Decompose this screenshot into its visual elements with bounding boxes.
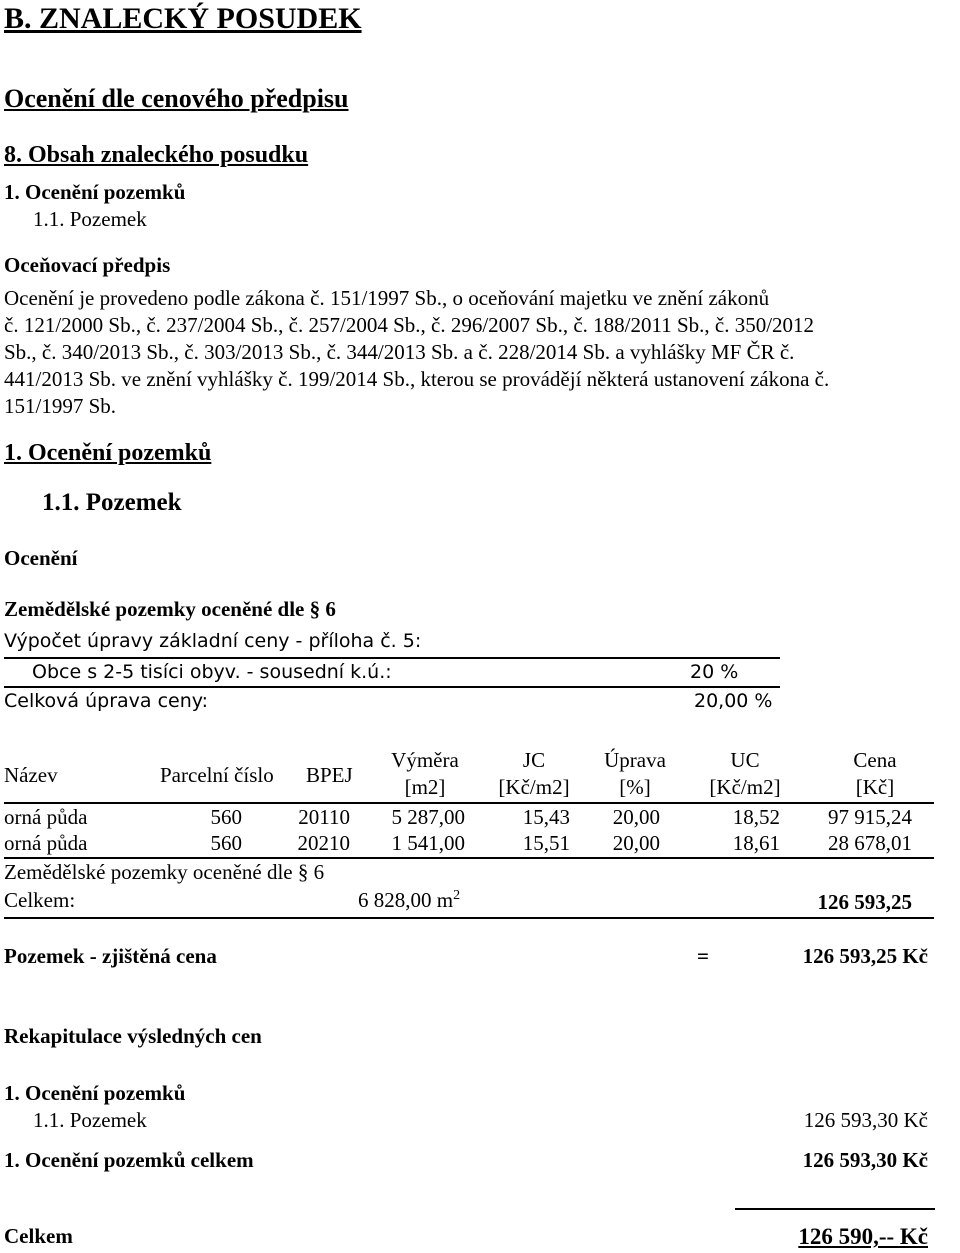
cell-uc: 18,61 — [732, 831, 780, 855]
regulation-line: 151/1997 Sb. — [4, 394, 117, 418]
divider — [4, 857, 934, 859]
col-header-bpej: BPEJ — [306, 763, 353, 787]
divider — [4, 686, 780, 688]
toc-item-1-1: 1.1. Pozemek — [33, 207, 147, 231]
recap-item-label: 1.1. Pozemek — [33, 1108, 147, 1132]
cell-uc: 18,52 — [732, 805, 780, 829]
col-header-parcel: Parcelní číslo — [160, 763, 274, 787]
result-label: Pozemek - zjištěná cena — [4, 944, 217, 968]
toc-item-1: 1. Ocenění pozemků — [4, 180, 186, 204]
table-total-price: 126 593,25 — [817, 890, 912, 914]
recap-group: 1. Ocenění pozemků — [4, 1081, 186, 1105]
land-heading: Zemědělské pozemky oceněné dle § 6 — [4, 597, 336, 621]
divider — [4, 917, 934, 919]
valuation-subtitle: Ocenění dle cenového předpisu — [4, 84, 349, 113]
cell-area: 1 541,00 — [391, 831, 465, 855]
regulation-line: č. 121/2000 Sb., č. 237/2004 Sb., č. 257/2004 Sb., č. 296/2007 Sb., č. 188/2011 Sb., č. 350/2012 — [4, 313, 815, 337]
col-header-uc-unit: [Kč/m2] — [709, 775, 781, 799]
col-header-cena: Cena — [853, 748, 897, 772]
cell-jc: 15,43 — [522, 805, 570, 829]
cell-parcel: 560 — [210, 831, 242, 855]
col-header-area: Výměra — [391, 748, 459, 772]
cell-uprava: 20,00 — [612, 831, 660, 855]
col-header-uc: UC — [730, 748, 760, 772]
adjustment-title: Výpočet úpravy základní ceny - příloha č. 5: — [4, 630, 422, 652]
cell-cena: 28 678,01 — [828, 831, 912, 855]
recap-subtotal-value: 126 593,30 Kč — [802, 1148, 928, 1172]
divider — [4, 802, 934, 804]
col-header-uprava: Úprava — [604, 748, 666, 772]
adjustment-total-label: Celková úprava ceny: — [4, 690, 209, 712]
recap-total-label: Celkem — [4, 1224, 73, 1248]
recap-heading: Rekapitulace výsledných cen — [4, 1024, 262, 1048]
cell-parcel: 560 — [210, 805, 242, 829]
result-value: 126 593,25 Kč — [802, 944, 928, 968]
section-title: B. ZNALECKÝ POSUDEK — [4, 2, 362, 35]
cell-uprava: 20,00 — [612, 805, 660, 829]
col-header-cena-unit: [Kč] — [855, 775, 895, 799]
cell-jc: 15,51 — [522, 831, 570, 855]
divider — [4, 657, 780, 659]
adjustment-total-value: 20,00 % — [694, 690, 773, 712]
col-header-name: Název — [4, 763, 58, 787]
col-header-jc-unit: [Kč/m2] — [498, 775, 570, 799]
adjustment-item-value: 20 % — [690, 661, 739, 683]
adjustment-item-label: Obce s 2-5 tisíci obyv. - sousední k.ú.: — [32, 661, 392, 683]
table-summary-label: Zemědělské pozemky oceněné dle § 6 — [4, 860, 325, 884]
cell-name: orná půda — [4, 831, 88, 855]
recap-subtotal-label: 1. Ocenění pozemků celkem — [4, 1148, 254, 1172]
cell-bpej: 20110 — [298, 805, 350, 829]
regulation-heading: Oceňovací předpis — [4, 253, 171, 277]
regulation-line: 441/2013 Sb. ve znění vyhlášky č. 199/2014 Sb., kterou se provádějí některá ustanovení zákona č. — [4, 367, 830, 391]
recap-total-value: 126 590,-- Kč — [798, 1224, 928, 1249]
divider — [735, 1208, 935, 1210]
content-title: 8. Obsah znaleckého posudku — [4, 142, 309, 168]
cell-area: 5 287,00 — [391, 805, 465, 829]
col-header-uprava-unit: [%] — [619, 775, 651, 799]
regulation-line: Sb., č. 340/2013 Sb., č. 303/2013 Sb., č. 344/2013 Sb. a č. 228/2014 Sb. a vyhlášky MF ČR č. — [4, 340, 795, 364]
table-total-label: Celkem: — [4, 888, 76, 912]
cell-bpej: 20210 — [297, 831, 350, 855]
section-heading: 1. Ocenění pozemků — [4, 440, 212, 466]
result-equals: = — [697, 944, 709, 968]
col-header-area-unit: [m2] — [404, 775, 446, 799]
recap-item-value: 126 593,30 Kč — [803, 1108, 928, 1132]
cell-name: orná půda — [4, 805, 88, 829]
col-header-jc: JC — [522, 748, 546, 772]
valuation-label: Ocenění — [4, 546, 78, 570]
cell-cena: 97 915,24 — [828, 805, 912, 829]
regulation-line: Ocenění je provedeno podle zákona č. 151/1997 Sb., o oceňování majetku ve znění zákonů — [4, 286, 770, 310]
subsection-heading: 1.1. Pozemek — [42, 489, 182, 516]
table-total-area: 6 828,00 $m^2$ — [358, 888, 461, 912]
